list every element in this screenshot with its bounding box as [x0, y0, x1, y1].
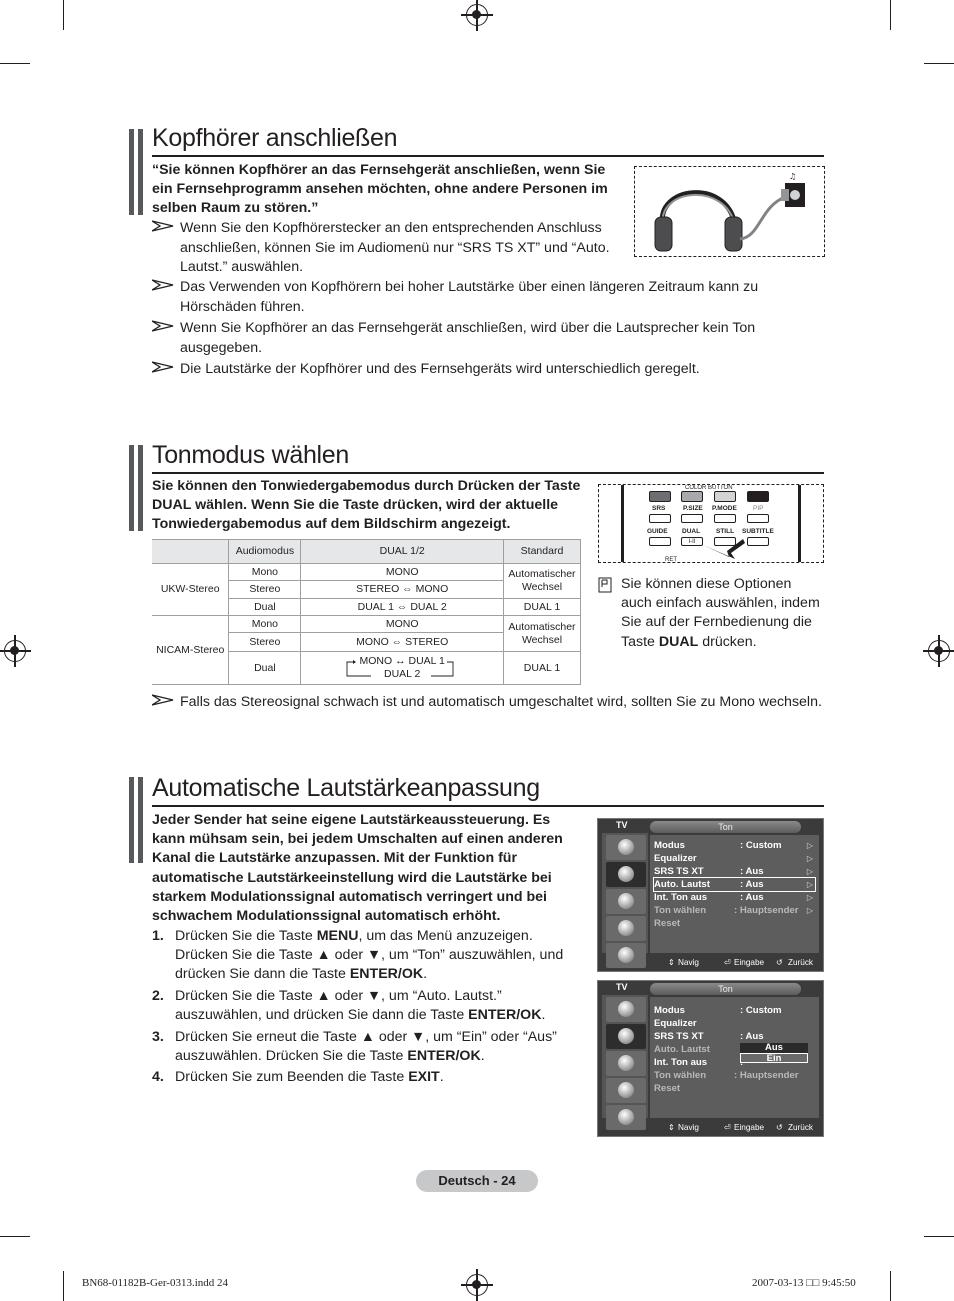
table-cell: Mono — [229, 616, 301, 633]
osd-menu-list — [650, 835, 819, 953]
table-cell: Automatischer Wechsel — [503, 564, 580, 599]
osd-option-aus[interactable]: Aus — [740, 1043, 808, 1053]
guide-button[interactable] — [649, 537, 671, 546]
table-cell: Stereo — [229, 633, 301, 652]
osd-tab-ton[interactable]: Ton — [650, 983, 801, 995]
osd-source-label: TV — [616, 820, 628, 830]
table-cell: MONO ⇔ STEREO — [301, 633, 504, 652]
table-cell: DUAL 1 ⇔ DUAL 2 — [301, 599, 504, 616]
table-cell: Dual — [229, 652, 301, 685]
arrow-right-icon: ▷ — [806, 893, 813, 902]
step-item — [152, 987, 580, 1025]
osd-footer-zurueck: Zurück — [788, 1123, 814, 1132]
pip-label: PIP — [753, 505, 764, 512]
tv-osd-menu — [597, 980, 824, 1137]
table-cell: Mono — [229, 564, 301, 581]
section-rule — [152, 472, 824, 474]
channel-icon[interactable] — [606, 1051, 646, 1076]
table-row — [152, 616, 581, 633]
osd-row-label: SRS TS XT — [654, 1031, 704, 1042]
osd-source-label: TV — [616, 982, 628, 992]
osd-row-reset[interactable] — [654, 917, 815, 930]
osd-menu-list — [650, 997, 819, 1118]
step-key: ENTER/OK — [349, 966, 424, 983]
footer-file-info: BN68-01182B-Ger-0313.indd 24 — [82, 1277, 229, 1289]
cycle-arrow-icon — [341, 656, 461, 682]
osd-row-value: : Hauptsender — [734, 905, 799, 916]
svg-text:♫: ♫ — [789, 172, 797, 181]
step-part: . — [439, 1069, 444, 1085]
osd-icon-column — [602, 833, 648, 953]
enter-icon: ⏎ — [724, 958, 731, 967]
step-part: Drücken Sie die Taste ▲ oder ▼, um “Auto. Lautst.” auszuwählen, und drücken Sie dann die Taste — [175, 988, 502, 1024]
section-title: Kopfhörer anschließen — [152, 124, 398, 152]
sound-icon[interactable] — [606, 862, 646, 887]
osd-footer-zurueck: Zurück — [788, 958, 814, 967]
osd-row-reset[interactable] — [654, 1082, 815, 1095]
step-item — [152, 1028, 580, 1066]
pointer-arrow-icon — [699, 537, 749, 563]
srs-button[interactable] — [649, 514, 671, 523]
step-item — [152, 927, 580, 985]
table-cell: Dual — [229, 599, 301, 616]
step-part: . — [541, 1007, 546, 1024]
note-arrow-icon — [152, 319, 174, 333]
table-cell — [301, 652, 504, 685]
table-cell: STEREO ⇔ MONO — [301, 581, 504, 599]
osd-row-label: Modus — [654, 1005, 685, 1016]
crop-mark — [890, 1271, 891, 1301]
osd-row-value: : Aus — [740, 1031, 764, 1042]
note-item — [180, 693, 840, 713]
table-row — [152, 564, 581, 581]
table-cell: Stereo — [229, 581, 301, 599]
arrow-right-icon: ▷ — [806, 867, 813, 876]
picture-icon[interactable] — [606, 835, 646, 860]
step-part: . — [480, 1048, 485, 1065]
osd-row-label: Auto. Lautst — [654, 879, 710, 890]
subtitle-label: SUBTITLE — [742, 528, 774, 535]
section-intro: Jeder Sender hat seine eigene Lautstärkeaussteuerung. Es kann mühsam sein, bei jedem Umschalten auf einen anderen Kanal die Lautstärke anzupassen. Mit der Funktion für automatische Lautstärkeeinstellung wird die Lautstärke bei starkem Modulationssignal automatisch verringert und bei schwachem Modulationssignal automatisch erhöht. — [152, 812, 563, 925]
note-text: Wenn Sie den Kopfhörerstecker an den entsprechenden Anschluss anschließen, können Sie im Audiomenü nur “SRS TS XT” und “Auto. Lautst.” auswählen. — [180, 220, 610, 275]
osd-row-equalizer[interactable] — [654, 1017, 815, 1030]
table-cell: UKW-Stereo — [152, 564, 229, 616]
return-label: RET — [665, 557, 677, 563]
osd-row-value: : Aus — [740, 892, 764, 903]
sound-icon[interactable] — [606, 1024, 646, 1049]
crop-mark — [890, 0, 891, 30]
dual-button[interactable]: I-II — [681, 537, 703, 546]
section-marker — [129, 445, 143, 531]
osd-row-label: Int. Ton aus — [654, 1057, 708, 1068]
crop-mark — [63, 0, 64, 30]
pmode-button[interactable] — [714, 514, 736, 523]
section-title: Automatische Lautstärkeanpassung — [152, 774, 540, 802]
table-header-cell — [152, 540, 229, 564]
osd-row-value: : Aus — [740, 879, 764, 890]
headphone-illustration — [634, 166, 825, 257]
picture-icon[interactable] — [606, 997, 646, 1022]
return-icon: ↺ — [776, 958, 783, 967]
osd-footer-eingabe: Eingabe — [734, 958, 765, 967]
osd-row-label: Ton wählen — [654, 1070, 707, 1081]
updown-icon: ⇕ — [668, 1123, 675, 1132]
note-text: Wenn Sie Kopfhörer an das Fernsehgerät anschließen, wird über die Lautsprecher kein Ton ausgegeben. — [180, 320, 756, 356]
step-text — [175, 927, 580, 985]
crop-mark — [924, 63, 954, 64]
step-key: EXIT — [408, 1069, 440, 1085]
note-item — [180, 319, 800, 358]
footer-timestamp: 2007-03-13 □□ 9:45:50 — [752, 1277, 856, 1289]
table-cell: DUAL 1 — [503, 652, 580, 685]
step-key: ENTER/OK — [468, 1007, 542, 1024]
crop-mark — [63, 1271, 64, 1301]
osd-row-label: Int. Ton aus — [654, 892, 708, 903]
sound-mode-table — [152, 539, 581, 685]
table-cell: NICAM-Stereo — [152, 616, 229, 685]
side-note-text: Sie können diese Optionen auch einfach auswählen, indem Sie auf der Fernbedienung die Taste — [621, 576, 820, 650]
registration-mark-icon — [466, 4, 488, 26]
osd-footer-navig: Navig — [678, 1123, 699, 1132]
osd-row-label: Ton wählen — [654, 905, 707, 916]
note-item — [180, 219, 620, 278]
table-header-cell: Audiomodus — [229, 540, 301, 564]
osd-row-ton-waehlen[interactable] — [654, 904, 815, 917]
osd-row-modus[interactable] — [654, 1004, 815, 1017]
osd-tab-ton[interactable]: Ton — [650, 821, 801, 833]
remote-illustration — [598, 484, 824, 563]
psize-label: P.SIZE — [683, 505, 703, 512]
step-number: 4. — [152, 1069, 164, 1085]
osd-row-auto-lautst[interactable] — [654, 878, 815, 891]
section-title: Tonmodus wählen — [152, 441, 350, 469]
still-label: STILL — [716, 528, 735, 535]
channel-icon[interactable] — [606, 889, 646, 914]
section-rule — [152, 155, 824, 157]
psize-button[interactable] — [681, 514, 703, 523]
step-text — [175, 1068, 580, 1087]
note-arrow-icon — [152, 693, 174, 707]
osd-row-value: : Aus — [740, 866, 764, 877]
osd-row-label: Reset — [654, 918, 681, 929]
step-part: . — [423, 966, 428, 983]
yellow-button[interactable] — [714, 491, 736, 502]
table-header-row — [152, 540, 581, 564]
green-button[interactable] — [681, 491, 703, 502]
subtitle-button[interactable] — [747, 537, 769, 546]
setup-icon[interactable] — [606, 916, 646, 941]
osd-row-label: Reset — [654, 1083, 681, 1094]
table-cell: Automatischer Wechsel — [503, 616, 580, 652]
osd-row-value: : Custom — [740, 840, 782, 851]
table-header-cell: Standard — [503, 540, 580, 564]
crop-mark — [0, 1236, 30, 1237]
osd-row-label: Equalizer — [654, 853, 697, 864]
arrow-right-icon: ▷ — [806, 841, 813, 850]
arrow-right-icon: ▷ — [806, 854, 813, 863]
updown-icon: ⇕ — [668, 958, 675, 967]
input-icon[interactable] — [606, 943, 646, 968]
step-number: 1. — [152, 928, 164, 944]
color-button-label: COLOR BUTTON — [685, 485, 733, 491]
note-arrow-icon — [152, 219, 174, 233]
osd-row-value: : Custom — [740, 1005, 782, 1016]
side-note-end: drücken. — [698, 633, 757, 650]
table-cell: MONO — [301, 564, 504, 581]
step-text — [175, 1028, 580, 1066]
pip-button[interactable] — [747, 514, 769, 523]
section-marker — [129, 777, 143, 863]
section-intro: Sie können den Tonwiedergabemodus durch Drücken der Taste DUAL wählen. Wenn Sie die Taste drücken, wird der aktuelle Tonwiedergabemodus auf dem Bildschirm angezeigt. — [152, 478, 581, 533]
side-note-key: DUAL — [658, 633, 699, 650]
tv-osd-menu — [597, 818, 824, 972]
side-note — [621, 575, 826, 652]
section-intro: “Sie können Kopfhörer an das Fernsehgerät anschließen, wenn Sie ein Fernsehprogramm ansehen möchten, ohne andere Personen im selben Raum zu stören.” — [152, 162, 608, 217]
red-button[interactable] — [649, 491, 671, 502]
step-part: Drücken Sie die Taste — [175, 928, 317, 944]
arrow-right-icon: ▷ — [806, 880, 813, 889]
osd-option-ein[interactable]: Ein — [740, 1053, 808, 1063]
crop-mark — [0, 63, 30, 64]
osd-footer-eingabe: Eingabe — [734, 1123, 765, 1132]
step-key: ENTER/OK — [407, 1048, 481, 1065]
note-text: Das Verwenden von Kopfhörern bei hoher Lautstärke über einen längeren Zeitraum kann zu Hörschäden führen. — [180, 279, 759, 315]
input-icon[interactable] — [606, 1105, 646, 1130]
step-key: MENU — [316, 928, 359, 944]
osd-footer — [650, 956, 819, 969]
osd-row-srs[interactable] — [654, 865, 815, 878]
setup-icon[interactable] — [606, 1078, 646, 1103]
osd-row-int-ton[interactable] — [654, 891, 815, 904]
step-part: , um das Menü anzuzeigen. Drücken Sie die Taste ▲ oder ▼, um “Ton” auszuwählen, und drücken Sie dann die Taste — [175, 928, 564, 983]
dual-label: DUAL — [682, 528, 701, 535]
enter-icon: ⏎ — [724, 1123, 731, 1132]
osd-footer-navig: Navig — [678, 958, 699, 967]
osd-row-equalizer[interactable] — [654, 852, 815, 865]
registration-mark-icon — [4, 640, 26, 662]
osd-footer — [650, 1121, 819, 1134]
step-number: 2. — [152, 988, 164, 1004]
dual-cycle-bottom: DUAL 2 — [383, 668, 421, 680]
note-arrow-icon — [152, 278, 174, 292]
guide-label: GUIDE — [647, 528, 668, 535]
return-icon: ↺ — [776, 1123, 783, 1132]
step-part: Drücken Sie zum Beenden die Taste — [175, 1069, 409, 1085]
arrow-right-icon: ▷ — [806, 906, 813, 915]
dual-cycle-top: MONO ↔ DUAL 1 — [359, 655, 445, 667]
srs-label: SRS — [652, 505, 666, 512]
osd-row-value: : Hauptsender — [734, 1070, 799, 1081]
step-item — [152, 1068, 580, 1087]
osd-icon-column — [602, 995, 648, 1118]
blue-button[interactable] — [747, 491, 769, 502]
pmode-label: P.MODE — [712, 505, 737, 512]
table-header-cell: DUAL 1/2 — [301, 540, 504, 564]
osd-row-label: Equalizer — [654, 1018, 697, 1029]
table-cell: DUAL 1 — [503, 599, 580, 616]
section-marker — [129, 129, 143, 215]
step-number: 3. — [152, 1029, 164, 1045]
section-rule — [152, 805, 824, 807]
step-text — [175, 987, 580, 1025]
note-item — [180, 278, 800, 317]
osd-row-srs[interactable] — [654, 1030, 815, 1043]
table-cell: MONO — [301, 616, 504, 633]
osd-row-label: SRS TS XT — [654, 866, 704, 877]
crop-mark — [924, 1236, 954, 1237]
osd-row-modus[interactable] — [654, 839, 815, 852]
note-text: Die Lautstärke der Kopfhörer und des Fernsehgeräts wird unterschiedlich geregelt. — [180, 361, 700, 377]
memo-icon — [598, 577, 612, 593]
osd-row-ton-waehlen[interactable] — [654, 1069, 815, 1082]
osd-row-label: Modus — [654, 840, 685, 851]
note-arrow-icon — [152, 360, 174, 374]
note-item — [180, 360, 820, 380]
headphones-icon — [635, 167, 824, 256]
osd-row-label: Auto. Lautst — [654, 1044, 710, 1055]
note-text: Falls das Stereosignal schwach ist und automatisch umgeschaltet wird, sollten Sie zu Mono wechseln. — [180, 694, 822, 710]
registration-mark-icon — [928, 640, 950, 662]
step-part: Drücken Sie erneut die Taste ▲ oder ▼, um “Ein” oder “Aus” auszuwählen. Drücken Sie die Taste — [175, 1029, 557, 1065]
registration-mark-icon — [466, 1274, 488, 1296]
page-number-badge: Deutsch - 24 — [416, 1170, 538, 1192]
